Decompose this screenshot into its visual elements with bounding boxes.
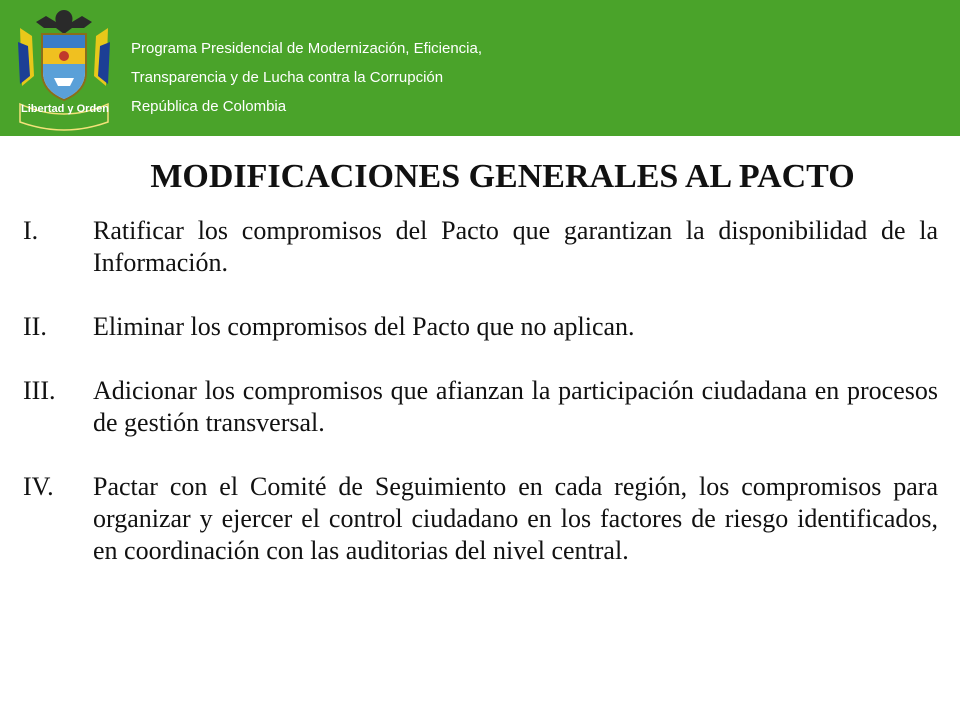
header-banner (0, 0, 960, 136)
program-name-line-1: Programa Presidencial de Modernización, Eficiencia, (131, 40, 483, 57)
list-item (23, 375, 938, 439)
seal-motto: Libertad y Orden (20, 103, 110, 115)
item-number: I. (23, 216, 39, 245)
item-text: Pactar con el Comité de Seguimiento en cada región, los compromisos para organizar y ejercer el control ciudadano en los factores de riesgo identificados, en coordinación con las auditorias del nivel central. (93, 472, 938, 565)
page-title: MODIFICACIONES GENERALES AL PACTO (150, 158, 855, 195)
header-text (131, 34, 482, 121)
list-item (23, 471, 938, 567)
item-number: II. (23, 312, 47, 341)
country-name: República de Colombia (131, 98, 287, 115)
item-text: Adicionar los compromisos que afianzan la participación ciudadana en procesos de gestión transversal. (93, 376, 938, 437)
item-number: IV. (23, 472, 54, 501)
list-item (23, 311, 938, 343)
item-text: Ratificar los compromisos del Pacto que garantizan la disponibilidad de la Información. (93, 216, 938, 277)
program-name-line-2: Transparencia y de Lucha contra la Corrupción (131, 69, 444, 86)
item-number: III. (23, 376, 56, 405)
item-text: Eliminar los compromisos del Pacto que no aplican. (93, 312, 635, 341)
modifications-list (23, 215, 938, 599)
list-item (23, 215, 938, 279)
